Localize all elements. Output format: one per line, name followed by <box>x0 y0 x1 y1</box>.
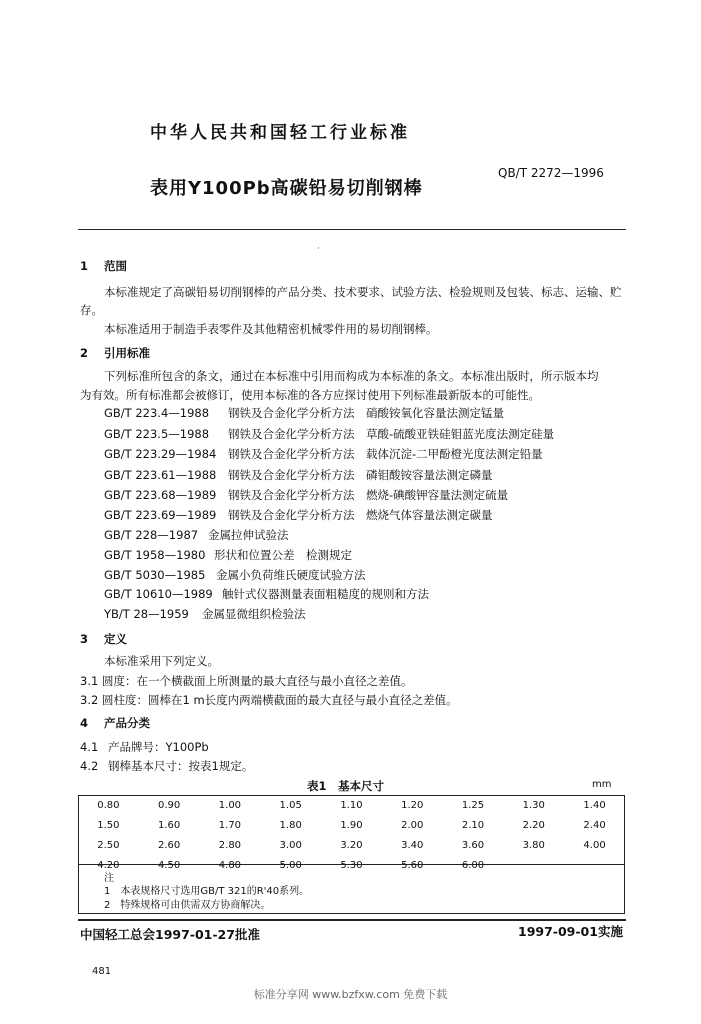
paragraph: 存。 <box>80 303 103 317</box>
standard-code: QB/T 2272—1996 <box>498 166 604 180</box>
reference-code: GB/T 10610—1989 <box>104 587 213 601</box>
reference-title: 钢铁及合金化学分析方法 磷钼酸铵容量法测定磷量 <box>228 468 493 482</box>
reference-title: 触针式仪器测量表面粗糙度的规则和方法 <box>222 587 429 601</box>
reference-item <box>104 528 289 542</box>
section-1-heading <box>80 259 127 273</box>
header-rule <box>78 229 626 230</box>
table-note: 2 特殊规格可由供需双方协商解决。 <box>104 900 271 911</box>
reference-code: GB/T 223.5—1988 <box>104 427 210 441</box>
reference-title: 金属拉伸试验法 <box>208 528 289 542</box>
section-number: 2 <box>80 346 89 360</box>
document-title: 表用Y100Pb高碳铅易切削钢棒 <box>150 178 423 199</box>
definition-3-2 <box>80 693 458 707</box>
reference-code: GB/T 223.29—1984 <box>104 447 217 461</box>
clause-number: 4.2 <box>80 759 99 773</box>
clause-4-2 <box>80 759 253 773</box>
clause-text: 钢棒基本尺寸：按表1规定。 <box>108 759 254 773</box>
table-cell: 1.00 <box>218 799 242 811</box>
reference-code: GB/T 228—1987 <box>104 528 199 542</box>
table-cell: 3.60 <box>461 839 485 851</box>
clause-4-1 <box>80 740 209 754</box>
page-number: 481 <box>92 966 112 977</box>
table-cell: 3.20 <box>340 839 363 851</box>
section-number: 4 <box>80 716 89 730</box>
approval-date: 中国轻工总会1997-01-27批准 <box>80 927 260 942</box>
table-cell: 1.25 <box>461 799 485 811</box>
table-note: 1 本表规格尺寸选用GB/T 321的R'40系列。 <box>104 886 310 897</box>
paragraph: 为有效。所有标准都会被修订，使用本标准的各方应探讨使用下列标准最新版本的可能性。 <box>80 388 540 402</box>
section-title: 定义 <box>104 632 127 646</box>
implementation-date: 1997-09-01实施 <box>518 924 623 939</box>
reference-code: GB/T 223.4—1988 <box>104 406 210 420</box>
table-row <box>78 855 625 875</box>
table-cell: 3.80 <box>522 839 545 851</box>
table-cell: 1.60 <box>158 819 181 831</box>
paragraph: 本标准采用下列定义。 <box>104 654 219 668</box>
table-cell: 2.50 <box>97 839 120 851</box>
reference-item <box>104 508 493 522</box>
table-cell: 4.80 <box>218 859 242 871</box>
section-3-heading <box>80 632 127 646</box>
table-cell: 2.10 <box>461 819 485 831</box>
table-cell: 1.80 <box>279 819 302 831</box>
table-cell: 2.60 <box>158 839 181 851</box>
reference-title: 钢铁及合金化学分析方法 硝酸铵氧化容量法测定锰量 <box>228 406 504 420</box>
center-dot: · <box>317 244 320 254</box>
clause-number: 3.2 <box>80 693 99 707</box>
reference-item <box>104 447 543 461</box>
reference-item <box>104 548 352 562</box>
section-4-heading <box>80 716 150 730</box>
table-cell: 3.00 <box>279 839 302 851</box>
table-cell: 2.00 <box>401 819 424 831</box>
table-cell: 0.80 <box>97 799 120 811</box>
reference-code: GB/T 1958—1980 <box>104 548 206 562</box>
clause-text: 圆柱度：圆棒在1 m长度内两端横截面的最大直径与最小直径之差值。 <box>102 693 458 707</box>
reference-item <box>104 488 508 502</box>
dimensions-table <box>78 795 625 875</box>
table-cell: 1.70 <box>218 819 242 831</box>
table-cell: 5.00 <box>279 859 302 871</box>
reference-title: 钢铁及合金化学分析方法 载体沉淀-二甲酚橙光度法测定铅量 <box>228 447 543 461</box>
reference-title: 钢铁及合金化学分析方法 燃烧-碘酸钾容量法测定硫量 <box>228 488 509 502</box>
paragraph: 下列标准所包含的条文，通过在本标准中引用而构成为本标准的条文。本标准出版时，所示版本均 <box>104 369 599 383</box>
table-cell <box>503 855 564 875</box>
table-row <box>78 815 625 835</box>
table-cell: 2.80 <box>218 839 242 851</box>
issuing-organization: 中华人民共和国轻工行业标准 <box>150 123 410 143</box>
reference-item <box>104 406 504 420</box>
reference-item <box>104 568 366 582</box>
reference-item <box>104 607 306 621</box>
section-title: 产品分类 <box>104 716 150 730</box>
table-cell: 2.40 <box>583 819 606 831</box>
reference-title: 形状和位置公差 检测规定 <box>214 548 352 562</box>
reference-code: GB/T 5030—1985 <box>104 568 206 582</box>
reference-code: YB/T 28—1959 <box>104 607 189 621</box>
table-cell: 2.20 <box>522 819 545 831</box>
section-title: 引用标准 <box>104 346 150 360</box>
footer-rule <box>78 919 626 921</box>
table-cell: 1.05 <box>279 799 302 811</box>
clause-number: 3.1 <box>80 674 99 688</box>
paragraph: 本标准规定了高碳铅易切削钢棒的产品分类、技术要求、试验方法、检验规则及包装、标志、运输、贮 <box>104 285 622 299</box>
table-cell: 0.90 <box>158 799 181 811</box>
table-row <box>78 835 625 855</box>
definition-3-1 <box>80 674 413 688</box>
reference-item <box>104 587 429 601</box>
table-cell: 6.00 <box>461 859 485 871</box>
reference-title: 钢铁及合金化学分析方法 燃烧气体容量法测定碳量 <box>228 508 493 522</box>
table-cell: 1.10 <box>340 799 363 811</box>
table-unit: mm <box>592 779 612 790</box>
reference-title: 金属显微组织检验法 <box>202 607 306 621</box>
table-cell: 5.30 <box>340 859 363 871</box>
section-number: 3 <box>80 632 89 646</box>
table-cell: 4.50 <box>158 859 181 871</box>
clause-text: 圆度：在一个横截面上所测量的最大直径与最小直径之差值。 <box>102 674 413 688</box>
table-cell: 1.90 <box>340 819 363 831</box>
section-2-heading <box>80 346 150 360</box>
site-watermark: 标准分享网 www.bzfxw.com 免费下载 <box>253 988 448 1001</box>
table-note-label: 注 <box>104 873 114 884</box>
reference-title: 钢铁及合金化学分析方法 草酸-硫酸亚铁硅钼蓝光度法测定硅量 <box>228 427 555 441</box>
clause-number: 4.1 <box>80 740 99 754</box>
section-title: 范围 <box>104 259 127 273</box>
table-caption: 表1 基本尺寸 <box>307 779 385 793</box>
section-number: 1 <box>80 259 89 273</box>
table-cell: 4.00 <box>583 839 606 851</box>
reference-item <box>104 427 554 441</box>
table-cell <box>564 855 625 875</box>
reference-title: 金属小负荷维氏硬度试验方法 <box>216 568 366 582</box>
table-cell: 1.40 <box>583 799 606 811</box>
reference-item <box>104 468 493 482</box>
clause-text: 产品牌号：Y100Pb <box>108 740 209 754</box>
reference-code: GB/T 223.61—1988 <box>104 468 217 482</box>
reference-code: GB/T 223.68—1989 <box>104 488 217 502</box>
table-cell: 4.20 <box>97 859 120 871</box>
table-cell: 5.60 <box>401 859 424 871</box>
table-cell: 1.50 <box>97 819 120 831</box>
paragraph: 本标准适用于制造手表零件及其他精密机械零件用的易切削钢棒。 <box>104 322 438 336</box>
reference-code: GB/T 223.69—1989 <box>104 508 217 522</box>
table-row <box>78 795 625 815</box>
table-cell: 1.20 <box>401 799 424 811</box>
table-cell: 1.30 <box>522 799 545 811</box>
table-cell: 3.40 <box>401 839 424 851</box>
